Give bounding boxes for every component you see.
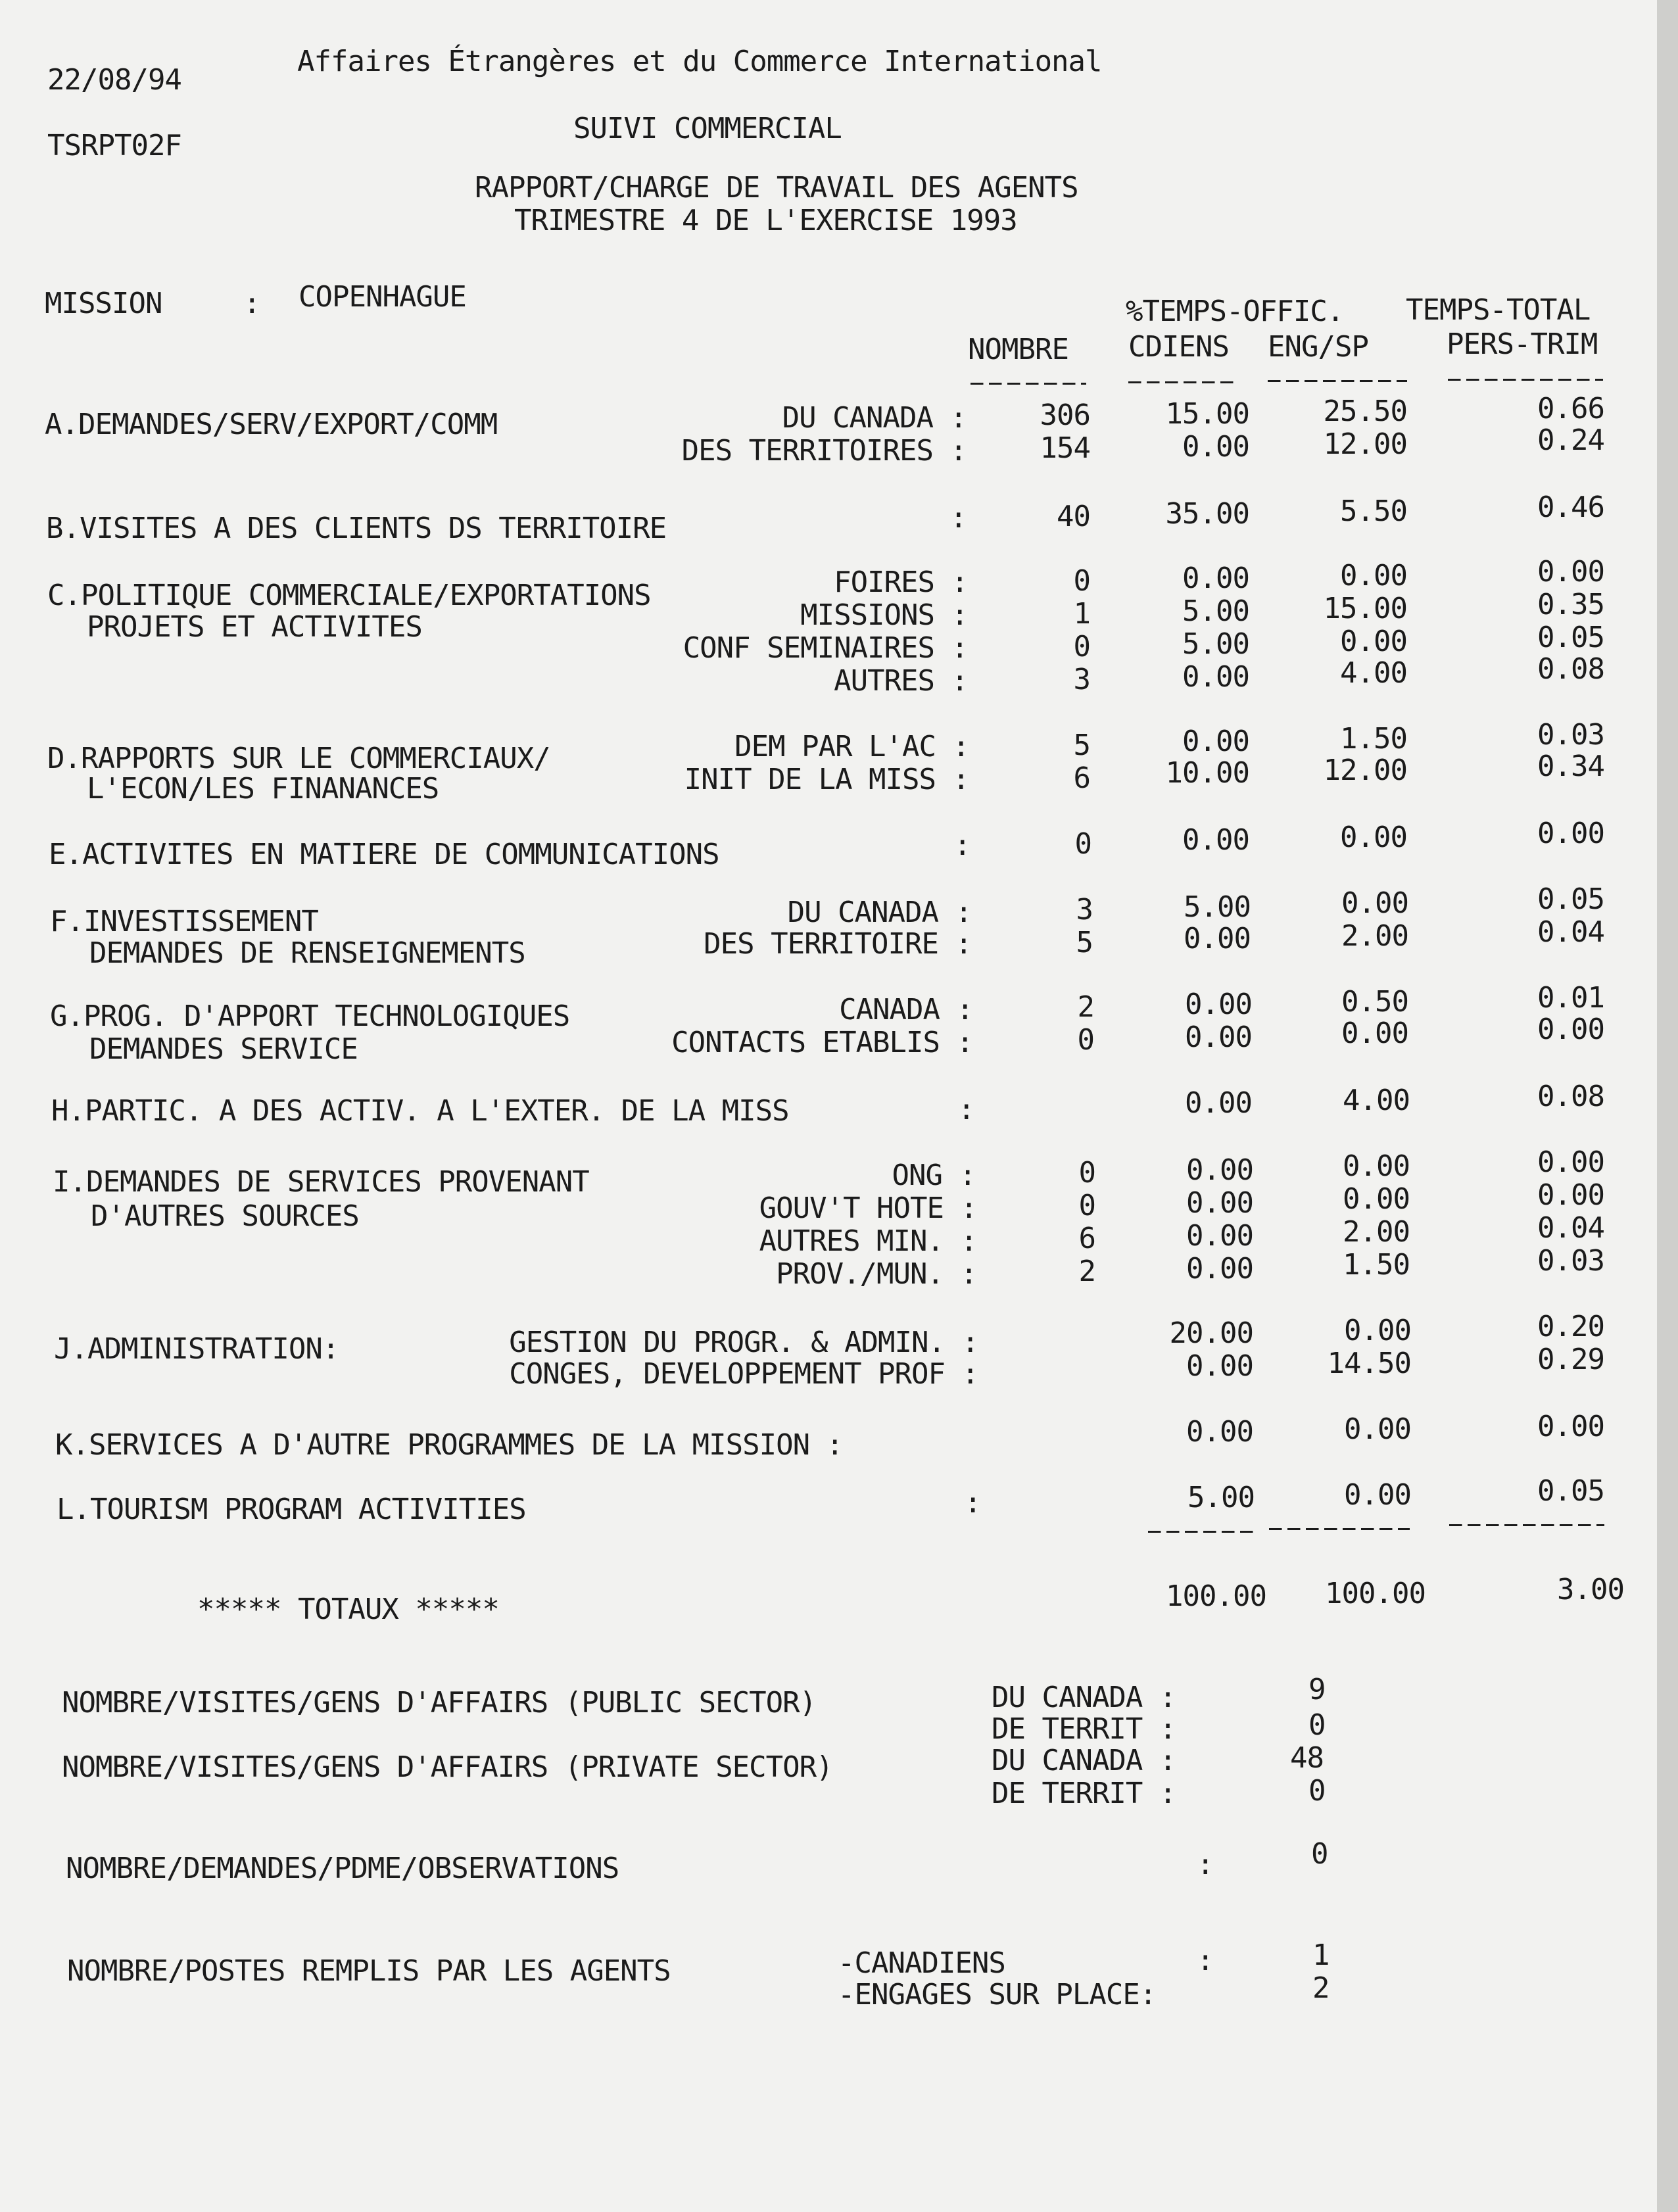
cell-engsp: 0.00 <box>1343 1149 1410 1183</box>
visits-private-territ-label: DE TERRIT : <box>992 1777 1176 1810</box>
section-j-title: J.ADMINISTRATION: <box>54 1332 339 1366</box>
row-label: MISSIONS : <box>800 598 968 632</box>
mission-colon: : <box>243 287 260 320</box>
cell-perstrim: 0.08 <box>1537 652 1604 686</box>
postes-canadiens-label: -CANADIENS <box>838 1946 1005 1980</box>
cell-perstrim: 0.00 <box>1537 817 1604 850</box>
section-f-title: F.INVESTISSEMENT <box>50 905 318 938</box>
column-header-engsp: ENG/SP <box>1268 330 1368 364</box>
visits-private-label: NOMBRE/VISITES/GENS D'AFFAIRS (PRIVATE SECTOR) <box>62 1750 833 1784</box>
cell-perstrim: 0.00 <box>1537 1013 1604 1046</box>
cell-engsp: 0.00 <box>1340 559 1407 592</box>
report-code: TSRPT02F <box>47 129 181 162</box>
cell-perstrim: 0.04 <box>1537 1211 1604 1245</box>
section-i-title: I.DEMANDES DE SERVICES PROVENANT <box>53 1165 589 1199</box>
cell-engsp: 5.50 <box>1340 494 1407 528</box>
report-title: RAPPORT/CHARGE DE TRAVAIL DES AGENTS <box>475 171 1078 204</box>
cell-nombre: 5 <box>1073 729 1090 762</box>
cell-engsp: 1.50 <box>1343 1248 1410 1282</box>
cell-perstrim: 0.20 <box>1537 1310 1604 1343</box>
cell-nombre: 0 <box>1078 1189 1095 1222</box>
cell-perstrim: 0.01 <box>1537 981 1604 1015</box>
cell-nombre: 0 <box>1074 827 1091 861</box>
cell-engsp: 0.00 <box>1340 625 1407 658</box>
column-rule <box>1128 381 1237 383</box>
cell-perstrim: 0.24 <box>1537 423 1604 457</box>
cell-engsp: 0.00 <box>1344 1314 1411 1347</box>
cell-perstrim: 0.00 <box>1537 1410 1604 1443</box>
row-label: : <box>953 829 971 862</box>
row-label: : <box>964 1486 981 1520</box>
section-l-title: L.TOURISM PROGRAM ACTIVITIES <box>57 1493 526 1526</box>
cell-cdiens: 5.00 <box>1184 890 1251 924</box>
system-name: SUIVI COMMERCIAL <box>573 112 842 145</box>
pdme-colon: : <box>1197 1848 1214 1881</box>
row-label: ONG : <box>892 1159 976 1192</box>
cell-cdiens: 0.00 <box>1186 1186 1253 1220</box>
cell-engsp: 0.00 <box>1344 1478 1411 1512</box>
section-g-subtitle: DEMANDES SERVICE <box>89 1032 358 1066</box>
postes-canadiens-colon: : <box>1197 1944 1214 1977</box>
section-k-title: K.SERVICES A D'AUTRE PROGRAMMES DE LA MISSION : <box>55 1428 844 1462</box>
row-label: GESTION DU PROGR. & ADMIN. : <box>509 1326 978 1359</box>
row-label: INIT DE LA MISS : <box>684 763 969 796</box>
cell-engsp: 2.00 <box>1341 919 1408 953</box>
mission-label: MISSION <box>45 287 162 320</box>
cell-engsp: 0.00 <box>1341 886 1408 920</box>
cell-perstrim: 0.29 <box>1537 1343 1604 1376</box>
cell-cdiens: 0.00 <box>1182 660 1249 694</box>
cell-perstrim: 0.05 <box>1537 621 1604 654</box>
cell-nombre: 0 <box>1077 1023 1094 1057</box>
cell-perstrim: 0.34 <box>1537 750 1604 783</box>
row-label: DES TERRITOIRE : <box>704 927 972 961</box>
cell-engsp: 12.00 <box>1323 427 1407 461</box>
row-label: : <box>957 1093 974 1126</box>
cell-cdiens: 0.00 <box>1186 1219 1253 1253</box>
row-label: CONF SEMINAIRES : <box>683 631 968 665</box>
cell-cdiens: 5.00 <box>1187 1481 1255 1514</box>
cell-cdiens: 0.00 <box>1186 1153 1253 1187</box>
cell-cdiens: 0.00 <box>1186 1252 1253 1286</box>
cell-engsp: 4.00 <box>1343 1084 1410 1117</box>
section-i-subtitle: D'AUTRES SOURCES <box>91 1199 359 1233</box>
total-engsp: 100.00 <box>1325 1577 1426 1610</box>
row-label: DU CANADA : <box>787 896 972 929</box>
postes-label: NOMBRE/POSTES REMPLIS PAR LES AGENTS <box>67 1954 671 1988</box>
column-rule <box>1268 380 1407 382</box>
cell-nombre: 6 <box>1073 761 1090 795</box>
cell-perstrim: 0.35 <box>1537 588 1604 621</box>
visits-public-canada-label: DU CANADA : <box>992 1681 1176 1714</box>
cell-perstrim: 0.08 <box>1537 1080 1604 1113</box>
row-label: DEM PAR L'AC : <box>734 730 969 763</box>
cell-perstrim: 0.05 <box>1537 882 1604 916</box>
row-label: : <box>949 501 967 535</box>
cell-engsp: 1.50 <box>1340 722 1407 756</box>
total-rule <box>1449 1524 1604 1526</box>
row-label: FOIRES : <box>834 565 968 599</box>
report-subtitle: TRIMESTRE 4 DE L'EXERCISE 1993 <box>514 204 1017 237</box>
report-date: 22/08/94 <box>47 63 181 97</box>
cell-nombre: 1 <box>1073 597 1090 631</box>
section-g-title: G.PROG. D'APPORT TECHNOLOGIQUES <box>50 999 570 1033</box>
cell-perstrim: 0.03 <box>1537 718 1604 752</box>
cell-engsp: 2.00 <box>1343 1215 1410 1249</box>
cell-cdiens: 0.00 <box>1182 823 1249 857</box>
cell-nombre: 2 <box>1077 990 1094 1024</box>
cell-perstrim: 0.66 <box>1537 392 1604 425</box>
postes-place-label: -ENGAGES SUR PLACE: <box>838 1978 1157 2011</box>
cell-cdiens: 10.00 <box>1165 756 1249 790</box>
total-rule <box>1269 1528 1410 1530</box>
cell-cdiens: 15.00 <box>1165 397 1249 431</box>
cell-cdiens: 5.00 <box>1182 627 1249 661</box>
visits-private-territ-value: 0 <box>1308 1774 1326 1808</box>
row-label: CANADA : <box>839 993 973 1026</box>
cell-cdiens: 35.00 <box>1165 497 1249 531</box>
cell-nombre: 5 <box>1076 926 1093 959</box>
cell-perstrim: 0.00 <box>1537 1145 1604 1179</box>
cell-nombre: 0 <box>1073 564 1090 598</box>
cell-nombre: 3 <box>1073 663 1090 696</box>
visits-public-territ-value: 0 <box>1308 1708 1326 1742</box>
cell-engsp: 14.50 <box>1327 1347 1411 1380</box>
cell-engsp: 25.50 <box>1323 395 1407 428</box>
column-header-perstrim: PERS-TRIM <box>1447 327 1598 361</box>
column-rule <box>971 383 1086 385</box>
column-header-temps-total: TEMPS-TOTAL <box>1406 293 1591 327</box>
cell-nombre: 40 <box>1057 500 1090 533</box>
row-label: GOUV'T HOTE : <box>759 1191 977 1225</box>
cell-perstrim: 0.05 <box>1537 1474 1604 1508</box>
cell-cdiens: 0.00 <box>1186 1415 1253 1449</box>
visits-public-label: NOMBRE/VISITES/GENS D'AFFAIRS (PUBLIC SECTOR) <box>62 1686 817 1719</box>
visits-public-canada-value: 9 <box>1308 1673 1326 1706</box>
cell-nombre: 3 <box>1076 893 1093 926</box>
total-rule <box>1148 1531 1253 1533</box>
row-label: PROV./MUN. : <box>776 1257 977 1291</box>
section-b-title: B.VISITES A DES CLIENTS DS TERRITOIRE <box>46 512 667 545</box>
cell-engsp: 0.00 <box>1343 1182 1410 1216</box>
section-a-title: A.DEMANDES/SERV/EXPORT/COMM <box>45 408 498 441</box>
cell-cdiens: 0.00 <box>1185 988 1252 1021</box>
cell-cdiens: 0.00 <box>1185 1021 1252 1054</box>
cell-engsp: 0.00 <box>1341 1017 1408 1050</box>
visits-private-canada-label: DU CANADA : <box>992 1744 1176 1777</box>
postes-canadiens-value: 1 <box>1312 1938 1330 1972</box>
cell-cdiens: 20.00 <box>1169 1316 1253 1350</box>
pdme-value: 0 <box>1311 1837 1328 1871</box>
department-name: Affaires Étrangères et du Commerce International <box>297 45 1102 78</box>
cell-cdiens: 0.00 <box>1182 562 1249 595</box>
cell-nombre: 306 <box>1040 398 1090 432</box>
total-perstrim: 3.00 <box>1557 1573 1624 1606</box>
column-header-nombre: NOMBRE <box>968 333 1068 366</box>
cell-nombre: 2 <box>1078 1255 1095 1288</box>
section-d-title: D.RAPPORTS SUR LE COMMERCIAUX/ <box>47 742 550 775</box>
visits-private-canada-value: 48 <box>1290 1741 1324 1775</box>
section-e-title: E.ACTIVITES EN MATIERE DE COMMUNICATIONS <box>49 838 719 871</box>
cell-cdiens: 0.00 <box>1182 725 1249 758</box>
row-label: DES TERRITOIRES : <box>681 434 967 468</box>
column-rule <box>1448 379 1603 381</box>
cell-engsp: 4.00 <box>1340 656 1407 690</box>
cell-perstrim: 0.46 <box>1537 491 1604 524</box>
row-label: DU CANADA : <box>782 401 967 435</box>
paper-edge <box>1657 0 1678 2212</box>
cell-perstrim: 0.00 <box>1537 555 1604 589</box>
cell-engsp: 12.00 <box>1323 754 1407 787</box>
column-header-pct-offic: %TEMPS-OFFIC. <box>1126 295 1344 328</box>
row-label: CONGES, DEVELOPPEMENT PROF : <box>509 1357 978 1391</box>
section-c-title: C.POLITIQUE COMMERCIALE/EXPORTATIONS <box>47 579 651 612</box>
section-f-subtitle: DEMANDES DE RENSEIGNEMENTS <box>89 936 525 970</box>
row-label: CONTACTS ETABLIS : <box>671 1026 973 1059</box>
row-label: AUTRES MIN. : <box>759 1224 977 1258</box>
row-label: AUTRES : <box>834 664 968 698</box>
total-cdiens: 100.00 <box>1166 1579 1266 1613</box>
cell-nombre: 154 <box>1040 431 1090 465</box>
cell-engsp: 0.50 <box>1341 985 1408 1019</box>
pdme-label: NOMBRE/DEMANDES/PDME/OBSERVATIONS <box>66 1852 619 1885</box>
cell-nombre: 0 <box>1078 1156 1095 1190</box>
cell-engsp: 0.00 <box>1340 821 1407 854</box>
cell-cdiens: 0.00 <box>1185 1086 1252 1120</box>
cell-perstrim: 0.03 <box>1537 1244 1604 1278</box>
totals-label: ***** TOTAUX ***** <box>197 1593 499 1626</box>
cell-nombre: 0 <box>1073 630 1090 663</box>
mission-name: COPENHAGUE <box>299 280 466 314</box>
cell-cdiens: 0.00 <box>1186 1349 1253 1383</box>
column-header-cdiens: CDIENS <box>1128 330 1229 364</box>
cell-engsp: 15.00 <box>1323 592 1407 625</box>
cell-engsp: 0.00 <box>1344 1412 1411 1446</box>
cell-cdiens: 0.00 <box>1184 922 1251 955</box>
postes-place-value: 2 <box>1312 1971 1330 2005</box>
section-d-subtitle: L'ECON/LES FINANANCES <box>87 772 439 805</box>
cell-perstrim: 0.00 <box>1537 1178 1604 1212</box>
cell-cdiens: 5.00 <box>1182 594 1249 628</box>
cell-cdiens: 0.00 <box>1182 430 1249 464</box>
cell-perstrim: 0.04 <box>1537 915 1604 949</box>
cell-nombre: 6 <box>1078 1222 1095 1255</box>
visits-public-territ-label: DE TERRIT : <box>992 1712 1176 1746</box>
section-c-subtitle: PROJETS ET ACTIVITES <box>87 610 422 644</box>
section-h-title: H.PARTIC. A DES ACTIV. A L'EXTER. DE LA MISS <box>51 1094 789 1128</box>
